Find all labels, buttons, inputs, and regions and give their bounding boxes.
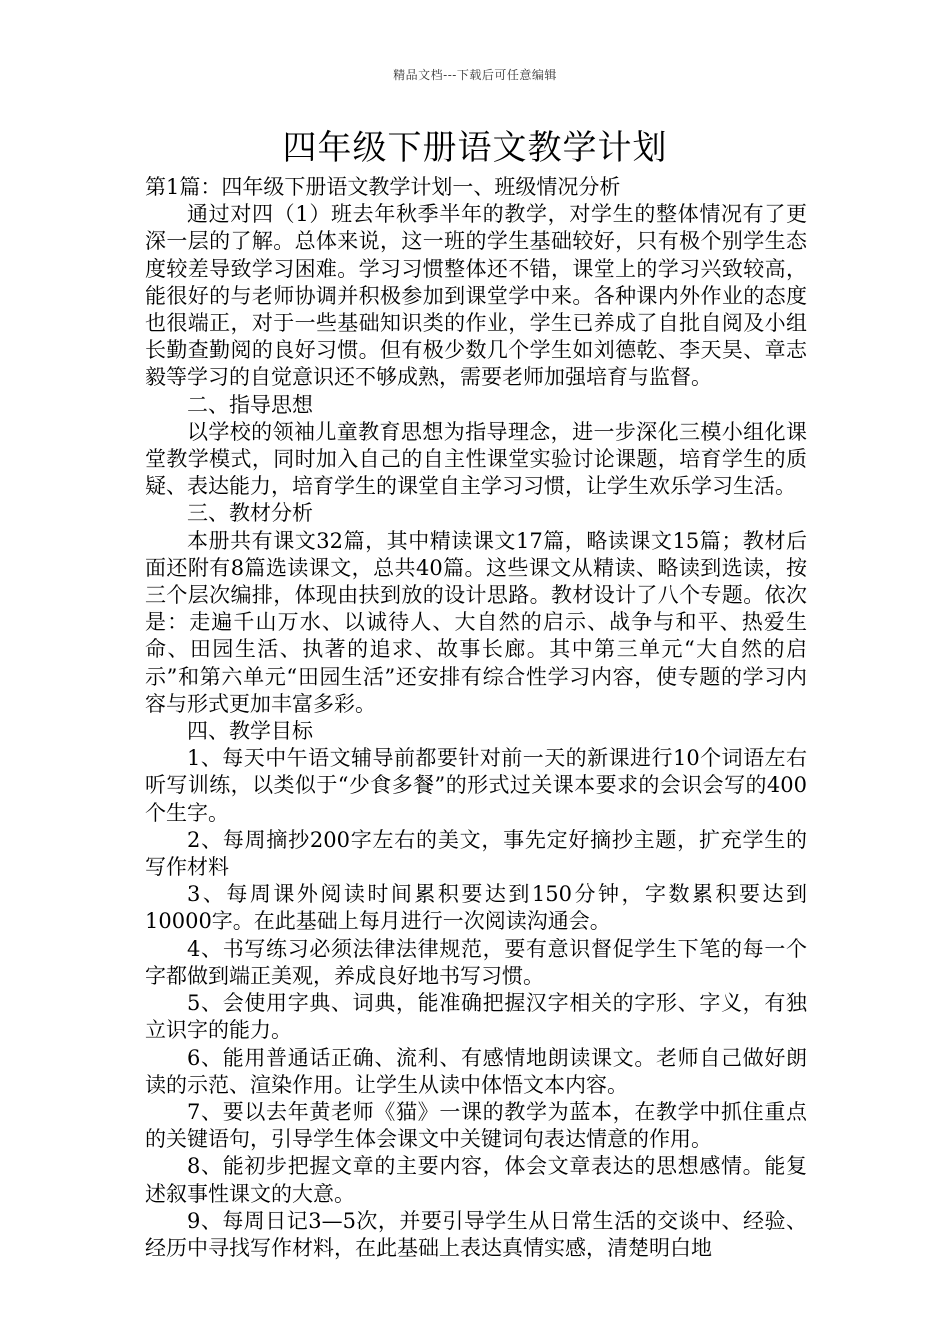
goal-item-3: 3、每周课外阅读时间累积要达到150分钟，字数累积要达到10000字。在此基础上每月进行一次阅读沟通会。 xyxy=(145,882,807,934)
document-title: 四年级下册语文教学计划 xyxy=(282,128,668,168)
goal-item-5: 5、会使用字典、词典，能准确把握汉字相关的字形、字义，有独立识字的能力。 xyxy=(145,991,807,1043)
goal-item-8: 8、能初步把握文章的主要内容，体会文章表达的思想感情。能复述叙事性课文的大意。 xyxy=(145,1154,807,1206)
heading-teaching-goals: 四、教学目标 xyxy=(187,719,313,744)
heading-textbook-analysis: 三、教材分析 xyxy=(187,501,313,526)
heading-guiding-ideology: 二、指导思想 xyxy=(187,392,313,417)
paragraph-guiding-ideology: 以学校的领袖儿童教育思想为指导理念，进一步深化三模小组化课堂教学模式，同时加入自己的自主性课堂实验讨论课题，培育学生的质疑、表达能力，培育学生的课堂自主学习习惯，让学生欢乐学习生活。 xyxy=(145,419,807,499)
goal-item-1: 1、每天中午语文辅导前都要针对前一天的新课进行10个词语左右听写训练，以类似于“少食多餐”的形式过关课本要求的会识会写的400个生字。 xyxy=(145,746,807,825)
goal-item-7: 7、要以去年黄老师《猫》一课的教学为蓝本，在教学中抓住重点的关键语句，引导学生体会课文中关键词句表达情意的作用。 xyxy=(145,1099,807,1152)
paragraph-section-intro: 第1篇：四年级下册语文教学计划一、班级情况分析 xyxy=(145,175,621,199)
paragraph-textbook-analysis: 本册共有课文32篇，其中精读课文17篇，略读课文15篇；教材后面还附有8篇选读课文，总共40篇。这些课文从精读、略读到选读，按三个层次编排，体现由扶到放的设计思路。教材设计了八个专题。依次是：走遍千山万水、以诚待人、大自然的启示、战争与和平、热爱生命、田园生活、执著的追求、故事长廊。其中第三单元“大自然的启示”和第六单元“田园生活”还安排有综合性学习内容，使专题的学习内容与形式更加丰富多彩。 xyxy=(145,528,807,716)
goal-item-6: 6、能用普通话正确、流利、有感情地朗读课文。老师自己做好朗读的示范、渲染作用。让学生从读中体悟文本内容。 xyxy=(145,1045,807,1097)
document-body xyxy=(145,174,807,1262)
goal-item-4: 4、书写练习必须法律法律规范，要有意识督促学生下笔的每一个字都做到端正美观，养成良好地书写习惯。 xyxy=(145,936,807,988)
goal-item-2: 2、每周摘抄200字左右的美文，事先定好摘抄主题，扩充学生的写作材料 xyxy=(145,827,807,880)
header-note: 精品文档---下载后可任意编辑 xyxy=(393,68,557,82)
goal-item-9: 9、每周日记3—5次，并要引导学生从日常生活的交谈中、经验、经历中寻找写作材料，在此基础上表达真情实感，清楚明白地 xyxy=(145,1208,807,1260)
paragraph-class-analysis: 通过对四（1）班去年秋季半年的教学，对学生的整体情况有了更深一层的了解。总体来说，这一班的学生基础较好，只有极个别学生态度较差导致学习困难。学习习惯整体还不错，课堂上的学习兴致较高，能很好的与老师协调并积极参加到课堂学中来。各种课内外作业的态度也很端正，对于一些基础知识类的作业，学生已养成了自批自阅及小组长勤查勤阅的良好习惯。但有极少数几个学生如刘德乾、李天昊、章志毅等学习的自觉意识还不够成熟，需要老师加强培育与监督。 xyxy=(145,202,807,390)
